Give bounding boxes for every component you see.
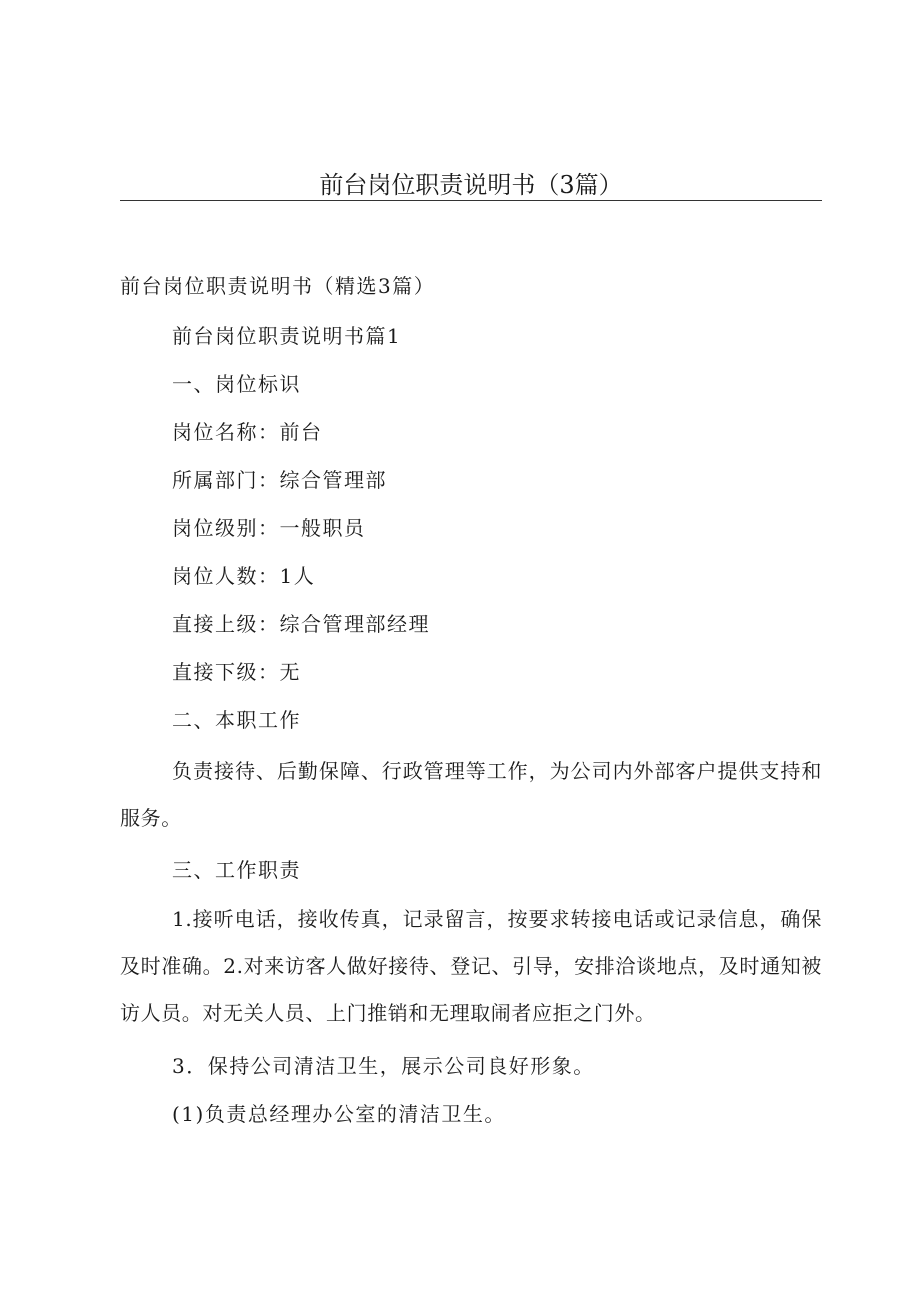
part3-body: 1.接听电话，接收传真，记录留言，按要求转接电话或记录信息，确保及时准确。2.对来访客人做好接待、登记、引导，安排洽谈地点，及时通知被访人员。对无关人员、上门推销和无理取闹者应拒之门外。 <box>120 907 822 1025</box>
field-headcount: 岗位人数：1人 <box>172 564 316 588</box>
field-direct-subordinate: 直接下级：无 <box>172 660 301 684</box>
section-heading: 前台岗位职责说明书篇1 <box>172 324 402 348</box>
field-direct-superior: 直接上级：综合管理部经理 <box>172 612 430 636</box>
document-title: 前台岗位职责说明书（3篇） <box>319 171 623 199</box>
part3-heading: 三、工作职责 <box>172 858 301 882</box>
document-subtitle: 前台岗位职责说明书（精选3篇） <box>120 274 436 298</box>
part2-heading: 二、本职工作 <box>172 708 301 732</box>
item-3: 3．保持公司清洁卫生，展示公司良好形象。 <box>172 1054 595 1078</box>
field-position-name: 岗位名称：前台 <box>172 420 323 444</box>
title-underline <box>120 200 822 201</box>
part1-heading: 一、岗位标识 <box>172 372 301 396</box>
field-department: 所属部门：综合管理部 <box>172 468 387 492</box>
item-3-1: (1)负责总经理办公室的清洁卫生。 <box>172 1102 506 1126</box>
part2-body: 负责接待、后勤保障、行政管理等工作，为公司内外部客户提供支持和服务。 <box>120 759 822 830</box>
field-position-level: 岗位级别：一般职员 <box>172 516 366 540</box>
